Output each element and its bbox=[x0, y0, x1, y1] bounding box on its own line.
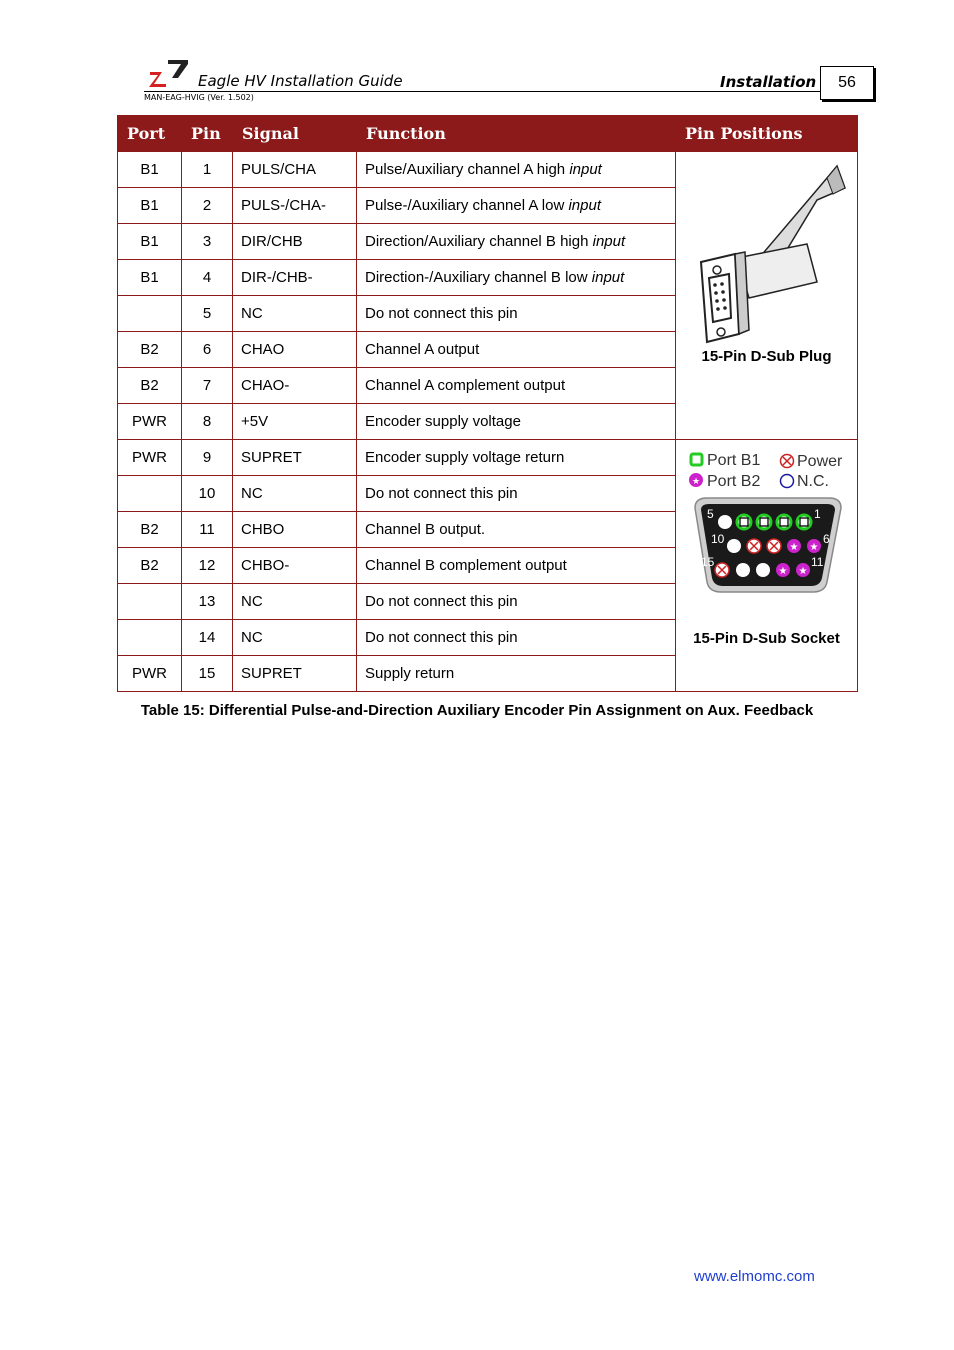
function-cell bbox=[357, 476, 676, 512]
port-cell: B1 bbox=[118, 188, 182, 224]
function-text: Direction/Auxiliary channel B high bbox=[365, 233, 589, 250]
header-rule bbox=[144, 91, 820, 92]
port-b1-legend-icon bbox=[691, 454, 702, 465]
page-number: 56 bbox=[820, 66, 874, 100]
function-emphasis: input bbox=[568, 197, 601, 214]
column-header-function: Function bbox=[357, 116, 676, 152]
column-header-signal: Signal bbox=[233, 116, 357, 152]
footer-website-link[interactable]: www.elmomc.com bbox=[694, 1268, 815, 1285]
function-text: Pulse/Auxiliary channel A high bbox=[365, 161, 566, 178]
table-header-row bbox=[118, 116, 858, 152]
signal-cell: SUPRET bbox=[233, 440, 357, 476]
signal-cell: CHAO bbox=[233, 332, 357, 368]
document-title: Eagle HV Installation Guide bbox=[198, 72, 403, 90]
table-row bbox=[118, 440, 858, 476]
svg-text:★: ★ bbox=[809, 542, 818, 553]
function-text: Encoder supply voltage return bbox=[365, 449, 565, 466]
document-version: MAN-EAG-HVIG (Ver. 1.502) bbox=[144, 93, 254, 102]
svg-text:15: 15 bbox=[700, 555, 714, 569]
legend-port-b2: Port B2 bbox=[706, 473, 760, 490]
column-header-pin: Pin bbox=[182, 116, 233, 152]
signal-cell: PULS/CHA bbox=[233, 152, 357, 188]
signal-cell: CHBO- bbox=[233, 548, 357, 584]
function-cell bbox=[357, 584, 676, 620]
port-cell: PWR bbox=[118, 404, 182, 440]
port-cell: B1 bbox=[118, 152, 182, 188]
function-emphasis: input bbox=[569, 161, 602, 178]
column-header-port: Port bbox=[118, 116, 182, 152]
pin-cell: 10 bbox=[182, 476, 233, 512]
port-cell: PWR bbox=[118, 440, 182, 476]
function-text: Channel A output bbox=[365, 341, 480, 358]
port-cell bbox=[118, 620, 182, 656]
function-text: Direction-/Auxiliary channel B low bbox=[365, 269, 588, 286]
port-cell: B2 bbox=[118, 332, 182, 368]
pin-cell: 14 bbox=[182, 620, 233, 656]
table-caption: Table 15: Differential Pulse-and-Direction Auxiliary Encoder Pin Assignment on Aux. Feedback bbox=[140, 702, 814, 719]
section-label: Installation bbox=[720, 73, 817, 91]
signal-cell: DIR-/CHB- bbox=[233, 260, 357, 296]
pin-cell: 8 bbox=[182, 404, 233, 440]
socket-image-cell bbox=[676, 440, 858, 692]
signal-cell: DIR/CHB bbox=[233, 224, 357, 260]
legend-power: Power bbox=[796, 453, 842, 470]
signal-cell: PULS-/CHA- bbox=[233, 188, 357, 224]
signal-cell: CHAO- bbox=[233, 368, 357, 404]
svg-text:1: 1 bbox=[813, 507, 821, 521]
function-text: Pulse-/Auxiliary channel A low bbox=[365, 197, 565, 214]
function-text: Channel B output. bbox=[365, 521, 486, 538]
port-cell bbox=[118, 476, 182, 512]
nc-legend-icon bbox=[780, 475, 793, 488]
pin-cell: 5 bbox=[182, 296, 233, 332]
pin-assignment-table bbox=[117, 115, 858, 692]
function-cell bbox=[357, 152, 676, 188]
port-cell: B2 bbox=[118, 512, 182, 548]
signal-cell: +5V bbox=[233, 404, 357, 440]
function-cell bbox=[357, 332, 676, 368]
svg-text:11: 11 bbox=[810, 555, 823, 569]
pin-cell: 3 bbox=[182, 224, 233, 260]
function-emphasis: input bbox=[592, 233, 626, 250]
signal-cell: SUPRET bbox=[233, 656, 357, 692]
plug-caption: 15-Pin D-Sub Plug bbox=[701, 348, 832, 365]
function-cell bbox=[357, 512, 676, 548]
function-text: Channel B complement output bbox=[365, 557, 567, 574]
function-text: Do not connect this pin bbox=[365, 593, 518, 610]
function-cell bbox=[357, 656, 676, 692]
pin-cell: 4 bbox=[182, 260, 233, 296]
port-cell: B2 bbox=[118, 548, 182, 584]
svg-text:★: ★ bbox=[789, 542, 798, 553]
function-text: Do not connect this pin bbox=[365, 629, 518, 646]
pin-cell: 13 bbox=[182, 584, 233, 620]
function-cell bbox=[357, 296, 676, 332]
pin-cell: 1 bbox=[182, 152, 233, 188]
pin-cell: 7 bbox=[182, 368, 233, 404]
signal-cell: CHBO bbox=[233, 512, 357, 548]
signal-cell: NC bbox=[233, 476, 357, 512]
function-text: Channel A complement output bbox=[365, 377, 566, 394]
legend-port-b1: Port B1 bbox=[706, 452, 760, 469]
port-cell: PWR bbox=[118, 656, 182, 692]
elmo-logo bbox=[148, 58, 190, 88]
pin-cell: 15 bbox=[182, 656, 233, 692]
signal-cell: NC bbox=[233, 296, 357, 332]
function-cell bbox=[357, 188, 676, 224]
port-cell: B1 bbox=[118, 260, 182, 296]
dsub-plug-icon bbox=[677, 158, 857, 348]
pin-cell: 9 bbox=[182, 440, 233, 476]
svg-text:10: 10 bbox=[710, 532, 724, 546]
legend-nc: N.C. bbox=[796, 473, 829, 490]
function-cell bbox=[357, 620, 676, 656]
pin-cell: 2 bbox=[182, 188, 233, 224]
port-cell bbox=[118, 296, 182, 332]
svg-text:6: 6 bbox=[822, 532, 830, 546]
pin-cell: 6 bbox=[182, 332, 233, 368]
socket-caption: 15-Pin D-Sub Socket bbox=[693, 630, 840, 647]
function-cell bbox=[357, 368, 676, 404]
function-text: Do not connect this pin bbox=[365, 305, 518, 322]
port-cell: B1 bbox=[118, 224, 182, 260]
svg-text:★: ★ bbox=[798, 566, 807, 577]
svg-text:5: 5 bbox=[706, 507, 714, 521]
port-cell: B2 bbox=[118, 368, 182, 404]
function-text: Supply return bbox=[365, 665, 455, 682]
function-cell bbox=[357, 440, 676, 476]
function-text: Do not connect this pin bbox=[365, 485, 518, 502]
function-emphasis: input bbox=[591, 269, 625, 286]
function-cell bbox=[357, 260, 676, 296]
dsub-socket-pinout-diagram bbox=[677, 446, 857, 606]
svg-text:★: ★ bbox=[778, 566, 787, 577]
signal-cell: NC bbox=[233, 584, 357, 620]
pin-cell: 12 bbox=[182, 548, 233, 584]
function-cell bbox=[357, 548, 676, 584]
svg-text:★: ★ bbox=[691, 476, 700, 486]
function-text: Encoder supply voltage bbox=[365, 413, 521, 430]
function-cell bbox=[357, 224, 676, 260]
signal-cell: NC bbox=[233, 620, 357, 656]
table-row bbox=[118, 152, 858, 188]
function-cell bbox=[357, 404, 676, 440]
plug-image-cell bbox=[676, 152, 858, 440]
pin-cell: 11 bbox=[182, 512, 233, 548]
column-header-pin-positions: Pin Positions bbox=[676, 116, 858, 152]
port-cell bbox=[118, 584, 182, 620]
